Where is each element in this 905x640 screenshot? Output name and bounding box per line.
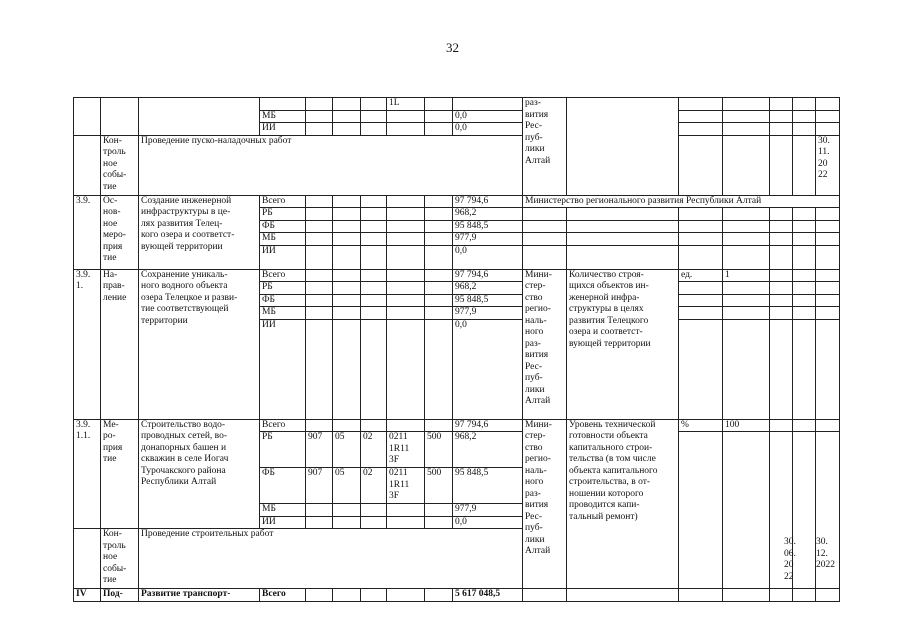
csr-cell: 1L xyxy=(387,98,425,111)
value-cell xyxy=(723,432,770,589)
table-row xyxy=(74,419,840,432)
event-name-cell: Проведение строительных работ xyxy=(139,529,523,589)
name-cell: Развитие транспорт- xyxy=(139,589,260,602)
sum-cell: 0,0 xyxy=(453,245,523,269)
csr-cell: 0211 1R11 3F xyxy=(387,468,425,504)
table-row xyxy=(74,98,840,111)
sum-cell: 95 848,5 xyxy=(453,220,523,233)
source-cell: РБ xyxy=(260,282,306,295)
value-cell: 100 xyxy=(723,419,770,432)
sum-cell: 0,0 xyxy=(453,319,523,419)
source-cell xyxy=(260,98,306,111)
sum-cell: 968,2 xyxy=(453,282,523,295)
source-cell: ФБ xyxy=(260,468,306,504)
responsible-cell: Министерство регионального развития Республики Алтай xyxy=(523,195,840,208)
num-cell: 3.9. 1.1. xyxy=(74,419,101,529)
control-event-row xyxy=(74,135,840,195)
sum-cell: 977,9 xyxy=(453,307,523,320)
section-row xyxy=(74,589,840,602)
source-cell: ФБ xyxy=(260,294,306,307)
name-cell: Создание инженерной инфраструктуры в це- лях развития Телец- кого озера и соответст- вующей территории xyxy=(139,195,260,269)
sum-cell: 95 848,5 xyxy=(453,294,523,307)
sum-cell: 0,0 xyxy=(453,110,523,123)
source-cell: ИИ xyxy=(260,319,306,419)
unit-cell: % xyxy=(679,419,723,432)
sum-cell: 977,9 xyxy=(453,504,523,517)
event-name-cell: Проведение пуско-наладочных работ xyxy=(139,135,523,195)
event-date-end: 30. 12. 2022 xyxy=(816,537,835,570)
sum-cell: 968,2 xyxy=(453,208,523,221)
source-cell: МБ xyxy=(260,307,306,320)
type-cell: Кон- троль ное собы- тие xyxy=(101,135,139,195)
pr-cell: 02 xyxy=(361,468,387,504)
responsible-cell: Мини- стер- ство регио- наль- ного раз- вития Рес- пуб- лики Алтай xyxy=(523,419,567,589)
responsible-cell: Мини- стер- ство регио- наль- ного раз- вития Рес- пуб- лики Алтай xyxy=(523,269,567,419)
vr-cell: 500 xyxy=(425,468,453,504)
type-cell: На- прав- ление xyxy=(101,269,139,419)
type-cell xyxy=(101,98,139,136)
source-cell: ФБ xyxy=(260,220,306,233)
table-row xyxy=(74,269,840,282)
sum-cell: 977,9 xyxy=(453,233,523,246)
sum-cell: 968,2 xyxy=(453,432,523,468)
num-cell: IV xyxy=(74,589,101,602)
sum-cell: 97 794,6 xyxy=(453,195,523,208)
sum-cell: 0,0 xyxy=(453,123,523,136)
name-cell xyxy=(139,98,260,136)
source-cell: ИИ xyxy=(260,123,306,136)
type-cell: Под- xyxy=(101,589,139,602)
num-cell: 3.9. 1. xyxy=(74,269,101,419)
source-cell: МБ xyxy=(260,504,306,517)
vr-cell: 500 xyxy=(425,432,453,468)
responsible-cell: раз- вития Рес- пуб- лики Алтай xyxy=(523,98,567,196)
type-cell: Кон- троль ное собы- тие xyxy=(101,529,139,589)
source-cell: РБ xyxy=(260,432,306,468)
source-cell: Всего xyxy=(260,195,306,208)
page-number: 32 xyxy=(446,40,459,55)
program-table xyxy=(73,97,840,602)
source-cell: МБ xyxy=(260,110,306,123)
sum-cell: 5 617 048,5 xyxy=(453,589,523,602)
event-date-start: 30. 06. 20 22 xyxy=(784,537,796,582)
source-cell: РБ xyxy=(260,208,306,221)
indicator-cell xyxy=(567,98,679,196)
pr-cell: 02 xyxy=(361,432,387,468)
rz-cell: 05 xyxy=(333,432,361,468)
indicator-cell: Уровень технической готовности объекта капитального строи- тельства (в том числе объекта капитального строительства, в от- ношении которого проводится капи- тальный ремонт) xyxy=(567,419,679,589)
num-cell xyxy=(74,98,101,136)
unit-cell xyxy=(679,432,723,589)
type-cell: Ме- ро- прия тие xyxy=(101,419,139,529)
grbs-cell: 907 xyxy=(306,468,333,504)
rz-cell: 05 xyxy=(333,468,361,504)
source-cell: Всего xyxy=(260,589,306,602)
source-cell: ИИ xyxy=(260,516,306,529)
sum-cell: 97 794,6 xyxy=(453,269,523,282)
csr-cell: 0211 1R11 3F xyxy=(387,432,425,468)
type-cell: Ос- нов- ное меро- прия тие xyxy=(101,195,139,269)
table-row xyxy=(74,195,840,208)
name-cell: Сохранение уникаль- ного водного объекта озера Телецкое и разви- тие соответствующей территории xyxy=(139,269,260,419)
sum-cell: 97 794,6 xyxy=(453,419,523,432)
source-cell: ИИ xyxy=(260,245,306,269)
source-cell: Всего xyxy=(260,269,306,282)
date-cell: 30. 11. 20 22 xyxy=(816,135,840,195)
source-cell: МБ xyxy=(260,233,306,246)
sum-cell: 0,0 xyxy=(453,516,523,529)
grbs-cell: 907 xyxy=(306,432,333,468)
sum-cell: 95 848,5 xyxy=(453,468,523,504)
num-cell: 3.9. xyxy=(74,195,101,269)
value-cell: 1 xyxy=(723,269,770,282)
indicator-cell: Количество строя- щихся объектов ин- женерной инфра- структуры в целях развития Телецкого озера и соответст- вующей территории xyxy=(567,269,679,419)
unit-cell: ед. xyxy=(679,269,723,282)
source-cell: Всего xyxy=(260,419,306,432)
name-cell: Строительство водо- проводных сетей, во- донапорных башен и скважин в селе Иогач Турочакского района Республики Алтай xyxy=(139,419,260,529)
